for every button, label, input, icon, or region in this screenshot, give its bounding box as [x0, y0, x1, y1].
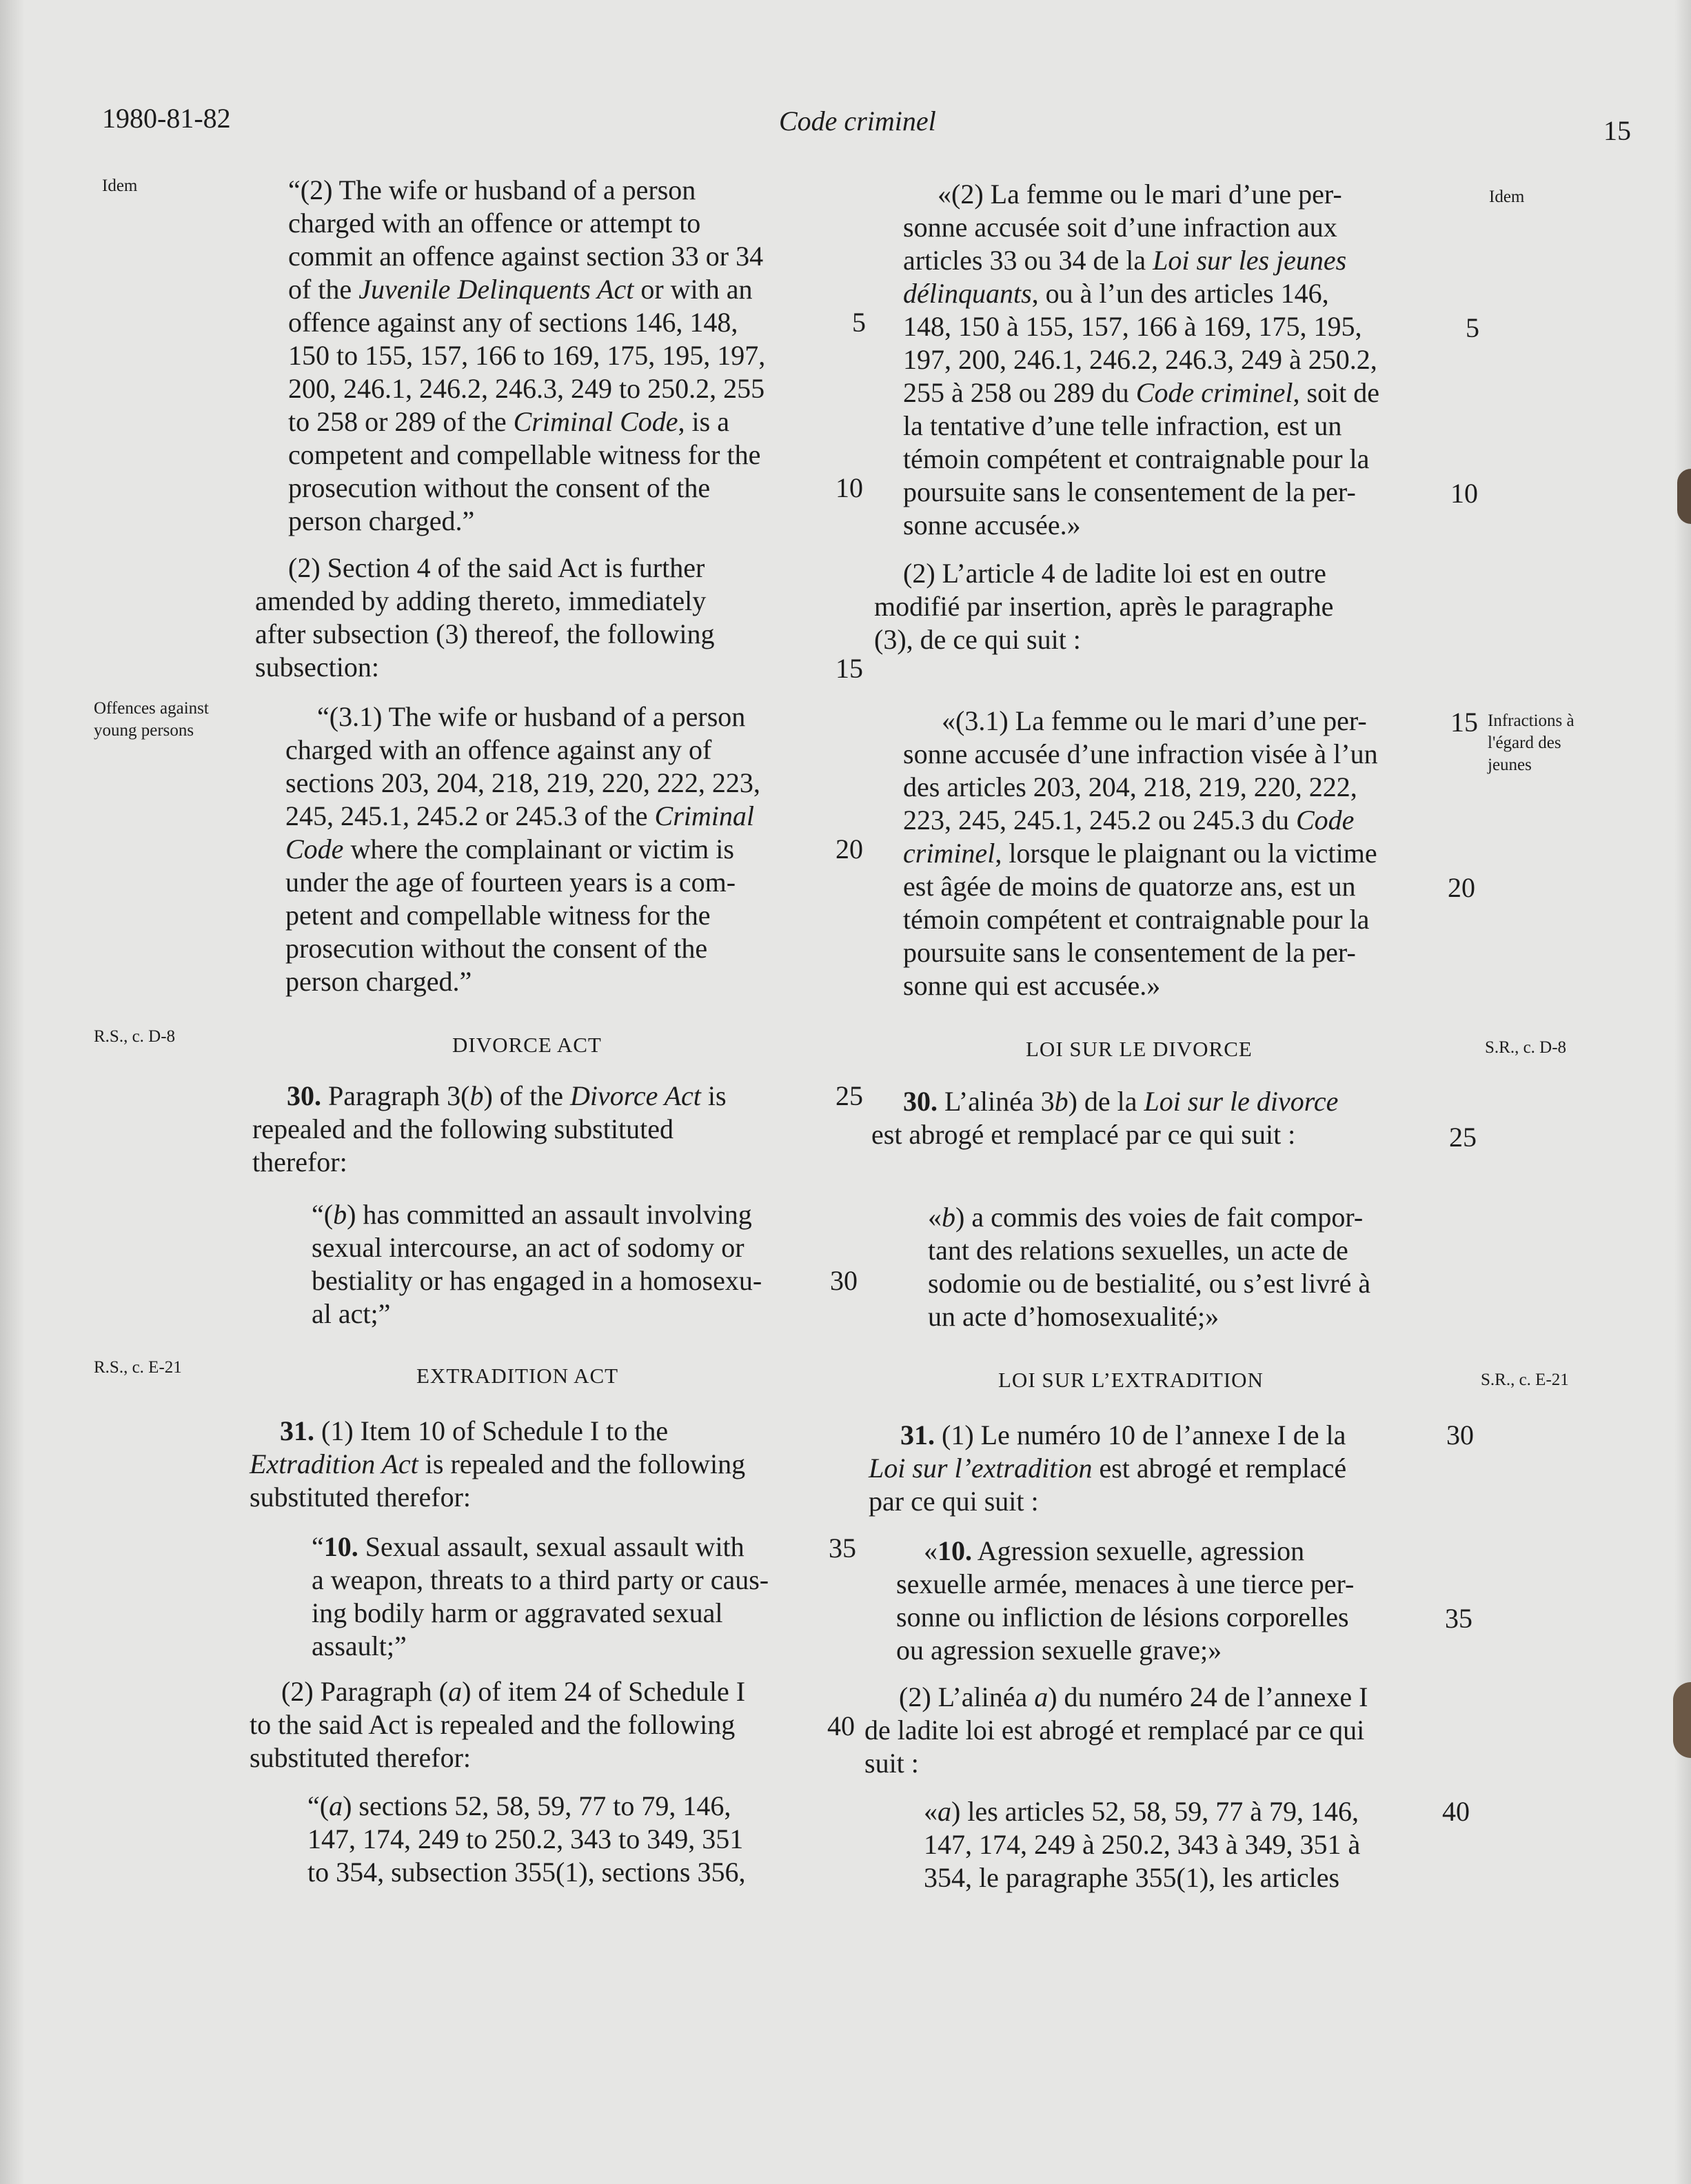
text-line: modifié par insertion, après le paragraphe — [874, 591, 1334, 622]
text-line: sonne accusée d’une infraction visée à l’un — [903, 738, 1378, 769]
text-line: substituted therefor: — [250, 1482, 472, 1513]
text-line: sonne accusée soit d’une infraction aux — [903, 212, 1337, 243]
line-number: 5 — [1466, 312, 1479, 343]
text-line: “(2) The wife or husband of a person — [288, 174, 696, 205]
text-line: ing bodily harm or aggravated sexual — [312, 1597, 723, 1628]
line-number: 5 — [852, 307, 866, 338]
page-left-edge — [0, 0, 25, 2184]
text-line: suit : — [864, 1748, 919, 1779]
text-line: commit an offence against section 33 or 34 — [288, 241, 764, 272]
margin-note-rs-e21: R.S., c. E-21 — [94, 1358, 182, 1377]
line-number: 30 — [830, 1265, 858, 1296]
en-section-30-quote — [312, 1198, 830, 1331]
text-line: a weapon, threats to a third party or caus- — [312, 1564, 769, 1595]
text-line: 30. L’alinéa 3b) de la Loi sur le divorce — [903, 1086, 1339, 1117]
text-line: to the said Act is repealed and the following — [250, 1709, 736, 1740]
text-line: sonne qui est accusée.» — [903, 970, 1161, 1001]
text-line: 245, 245.1, 245.2 or 245.3 of the Criminal — [285, 800, 754, 831]
margin-note-sr-d8: S.R., c. D-8 — [1485, 1038, 1567, 1057]
text-line: un acte d’homosexualité;» — [928, 1301, 1219, 1332]
text-line: (2) L’alinéa a) du numéro 24 de l’annexe I — [899, 1681, 1368, 1712]
text-line: 255 à 258 ou 289 du Code criminel, soit de — [903, 377, 1380, 408]
en-para-spouse-witness — [288, 174, 830, 538]
text-line: al act;” — [312, 1298, 391, 1329]
line-number: 25 — [1449, 1122, 1477, 1153]
line-number: 40 — [1442, 1796, 1470, 1827]
binding-tab — [1677, 469, 1691, 524]
text-line: 150 to 155, 157, 166 to 169, 175, 195, 197, — [288, 340, 766, 371]
text-line: poursuite sans le consentement de la per- — [903, 476, 1356, 507]
text-line: competent and compellable witness for the — [288, 439, 761, 470]
fr-para-section4-amend — [874, 557, 1448, 656]
text-line: délinquants, ou à l’un des articles 146, — [903, 278, 1329, 309]
line-number: 15 — [836, 653, 863, 684]
text-line: “(b) has committed an assault involving — [312, 1199, 752, 1230]
en-section-31-2 — [250, 1675, 830, 1775]
fr-section-31-quote — [896, 1535, 1448, 1667]
margin-note-sr-e21: S.R., c. E-21 — [1481, 1371, 1569, 1389]
margin-note-offences-young-en: Offences against young persons — [94, 699, 209, 740]
text-line: petent and compellable witness for the — [285, 900, 711, 931]
text-line: Loi sur l’extradition est abrogé et remplacé — [869, 1453, 1347, 1484]
text-line: «b) a commis des voies de fait compor- — [928, 1202, 1364, 1233]
en-section-30 — [252, 1080, 830, 1179]
text-line: therefor: — [252, 1146, 347, 1177]
text-line: de ladite loi est abrogé et remplacé par ce qui — [864, 1715, 1365, 1746]
line-number: 25 — [836, 1080, 863, 1111]
fr-para-spouse-witness — [903, 178, 1448, 542]
line-number: 10 — [836, 472, 863, 503]
text-line: 148, 150 à 155, 157, 166 à 169, 175, 195, — [903, 311, 1362, 342]
text-line: (2) Section 4 of the said Act is further — [288, 552, 705, 583]
heading-loi-extradition: LOI SUR L’EXTRADITION — [998, 1368, 1264, 1392]
text-line: 223, 245, 245.1, 245.2 ou 245.3 du Code — [903, 805, 1355, 836]
text-line: charged with an offence against any of — [285, 734, 712, 765]
text-line: témoin compétent et contraignable pour la — [903, 904, 1370, 935]
text-line: articles 33 ou 34 de la Loi sur les jeunes — [903, 245, 1347, 276]
margin-note-offences-young-fr: Infractions à l'égard des jeunes — [1488, 711, 1574, 774]
text-line: «a) les articles 52, 58, 59, 77 à 79, 146, — [924, 1796, 1359, 1827]
heading-divorce-act: DIVORCE ACT — [452, 1033, 602, 1057]
line-number: 20 — [1448, 872, 1475, 903]
page-number: 15 — [1603, 115, 1631, 146]
fr-section-31-2-quote — [924, 1795, 1448, 1894]
fr-section-30 — [871, 1085, 1448, 1151]
text-line: charged with an offence or attempt to — [288, 208, 701, 239]
header-year: 1980-81-82 — [102, 103, 231, 134]
text-line: sodomie ou de bestialité, ou s’est livré à — [928, 1268, 1371, 1299]
text-line: prosecution without the consent of the — [285, 933, 708, 964]
en-section-31-quote — [312, 1530, 830, 1663]
text-line: to 258 or 289 of the Criminal Code, is a — [288, 406, 729, 437]
text-line: des articles 203, 204, 218, 219, 220, 222, — [903, 771, 1357, 802]
text-line: 31. (1) Le numéro 10 de l’annexe I de la — [900, 1419, 1346, 1450]
text-line: assault;” — [312, 1630, 407, 1661]
line-number: 20 — [836, 833, 863, 865]
text-line: Extradition Act is repealed and the following — [250, 1448, 746, 1479]
text-line: sections 203, 204, 218, 219, 220, 222, 223, — [285, 767, 760, 798]
line-number: 35 — [829, 1533, 856, 1564]
line-number: 30 — [1446, 1419, 1474, 1450]
text-line: “(3.1) The wife or husband of a person — [317, 701, 746, 732]
text-line: (2) Paragraph (a) of item 24 of Schedule I — [281, 1676, 746, 1707]
text-line: person charged.” — [285, 966, 472, 997]
line-number: 40 — [827, 1710, 855, 1741]
fr-section-30-quote — [928, 1201, 1448, 1333]
text-line: subsection: — [255, 651, 379, 682]
text-line: est abrogé et remplacé par ce qui suit : — [871, 1119, 1296, 1150]
text-line: témoin compétent et contraignable pour la — [903, 443, 1370, 474]
text-line: «10. Agression sexuelle, agression — [924, 1535, 1305, 1566]
text-line: Code where the complainant or victim is — [285, 833, 734, 865]
text-line: after subsection (3) thereof, the following — [255, 618, 715, 649]
text-line: 31. (1) Item 10 of Schedule I to the — [280, 1415, 669, 1446]
binding-tab — [1673, 1682, 1691, 1758]
text-line: amended by adding thereto, immediately — [255, 585, 707, 616]
en-section-31-2-quote — [307, 1790, 830, 1889]
text-line: “10. Sexual assault, sexual assault with — [312, 1531, 745, 1562]
text-line: 30. Paragraph 3(b) of the Divorce Act is — [287, 1080, 727, 1111]
text-line: prosecution without the consent of the — [288, 472, 711, 503]
text-line: “(a) sections 52, 58, 59, 77 to 79, 146, — [307, 1790, 731, 1821]
text-line: criminel, lorsque le plaignant ou la victime — [903, 838, 1377, 869]
en-section-31 — [250, 1415, 830, 1514]
text-line: sonne accusée.» — [903, 509, 1081, 540]
margin-note-idem-fr: Idem — [1489, 188, 1525, 206]
text-line: «(3.1) La femme ou le mari d’une per- — [942, 705, 1367, 736]
heading-loi-divorce: LOI SUR LE DIVORCE — [1026, 1037, 1253, 1061]
text-line: 354, le paragraphe 355(1), les articles — [924, 1862, 1340, 1893]
text-line: la tentative d’une telle infraction, est un — [903, 410, 1342, 441]
text-line: substituted therefor: — [250, 1742, 472, 1773]
text-line: poursuite sans le consentement de la per- — [903, 937, 1356, 968]
text-line: ou agression sexuelle grave;» — [896, 1635, 1222, 1666]
header-title: Code criminel — [779, 105, 936, 136]
text-line: tant des relations sexuelles, un acte de — [928, 1235, 1348, 1266]
text-line: par ce qui suit : — [869, 1486, 1039, 1517]
text-line: (3), de ce qui suit : — [874, 624, 1081, 655]
fr-para-3-1 — [903, 705, 1448, 1002]
en-para-section4-amend — [255, 552, 830, 684]
text-line: sonne ou infliction de lésions corporelles — [896, 1601, 1349, 1632]
fr-section-31-2 — [864, 1681, 1448, 1780]
line-number: 10 — [1450, 478, 1478, 509]
text-line: est âgée de moins de quatorze ans, est un — [903, 871, 1356, 902]
text-line: 200, 246.1, 246.2, 246.3, 249 to 250.2, 255 — [288, 373, 765, 404]
text-line: sexual intercourse, an act of sodomy or — [312, 1232, 745, 1263]
text-line: person charged.” — [288, 505, 475, 536]
text-line: bestiality or has engaged in a homosexu- — [312, 1265, 762, 1296]
text-line: 147, 174, 249 à 250.2, 343 à 349, 351 à — [924, 1829, 1361, 1860]
text-line: 147, 174, 249 to 250.2, 343 to 349, 351 — [307, 1823, 744, 1854]
text-line: (2) L’article 4 de ladite loi est en outre — [903, 558, 1326, 589]
text-line: «(2) La femme ou le mari d’une per- — [938, 179, 1342, 210]
page-right-edge — [1674, 0, 1691, 2184]
fr-section-31 — [869, 1419, 1448, 1518]
text-line: repealed and the following substituted — [252, 1113, 674, 1144]
text-line: of the Juvenile Delinquents Act or with an — [288, 274, 753, 305]
margin-note-rs-d8: R.S., c. D-8 — [94, 1027, 176, 1046]
line-number: 15 — [1450, 707, 1478, 738]
text-line: under the age of fourteen years is a com- — [285, 867, 736, 898]
text-line: sexuelle armée, menaces à une tierce per- — [896, 1568, 1355, 1599]
margin-note-idem-en: Idem — [102, 176, 138, 195]
text-line: offence against any of sections 146, 148, — [288, 307, 738, 338]
en-para-3-1 — [285, 700, 830, 998]
line-number: 35 — [1445, 1603, 1472, 1634]
text-line: to 354, subsection 355(1), sections 356, — [307, 1857, 746, 1888]
text-line: 197, 200, 246.1, 246.2, 246.3, 249 à 250.2, — [903, 344, 1377, 375]
heading-extradition-act: EXTRADITION ACT — [416, 1364, 619, 1388]
